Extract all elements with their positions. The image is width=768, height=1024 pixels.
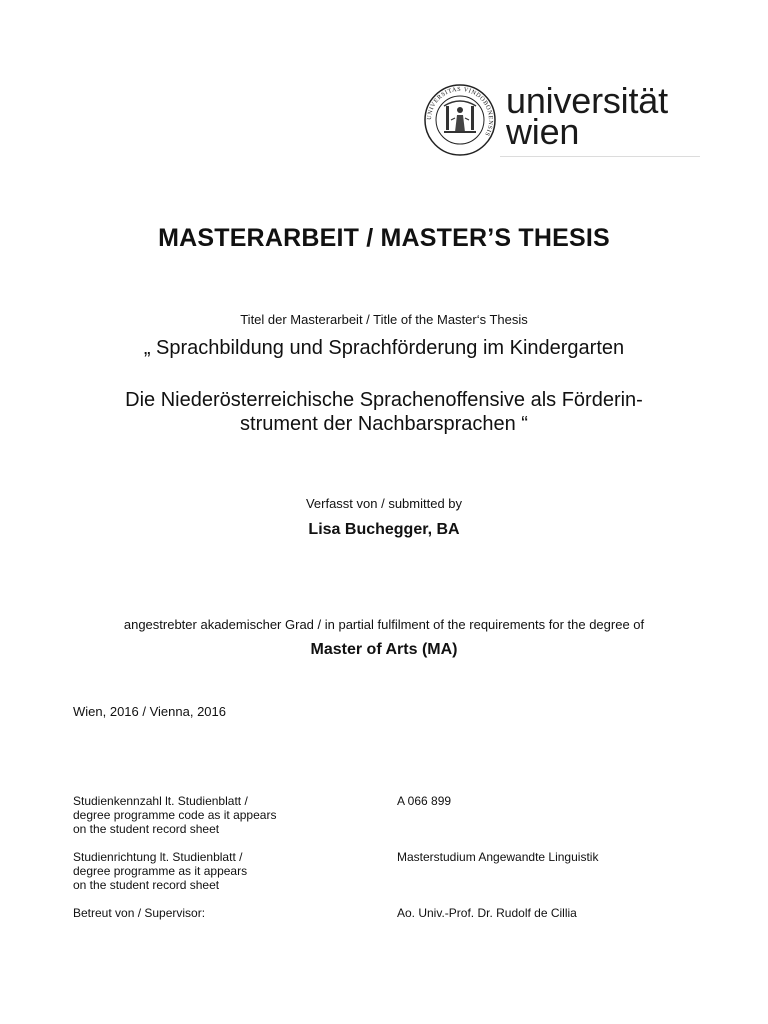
university-wordmark bbox=[506, 80, 668, 152]
label-line: Studienrichtung lt. Studienblatt / bbox=[73, 850, 243, 864]
label-line: Betreut von / Supervisor: bbox=[73, 906, 206, 920]
label-line: on the student record sheet bbox=[73, 878, 220, 892]
supervisor-label bbox=[73, 906, 373, 920]
label-line: on the student record sheet bbox=[73, 822, 220, 836]
university-logo bbox=[424, 80, 700, 160]
thesis-subtitle-line-1: Die Niederösterreichische Sprachenoffensive als Förderin- bbox=[125, 389, 643, 411]
wordmark-line-1: universität bbox=[506, 80, 668, 121]
author-caption: Verfasst von / submitted by bbox=[305, 496, 463, 511]
logo-underline bbox=[500, 156, 700, 157]
programme-code-value: A 066 899 bbox=[397, 794, 452, 808]
programme-code-label bbox=[73, 794, 373, 836]
programme-label bbox=[73, 850, 373, 892]
author-name: Lisa Buchegger, BA bbox=[308, 521, 460, 538]
thesis-subtitle-line-2: strument der Nachbarsprachen “ bbox=[240, 413, 528, 435]
thesis-title: „ Sprachbildung und Sprachförderung im Kindergarten bbox=[143, 337, 625, 359]
wordmark-line-2: wien bbox=[506, 111, 580, 152]
degree-caption: angestrebter akademischer Grad / in partial fulfilment of the requirements for the degree of bbox=[123, 617, 645, 632]
university-seal-icon bbox=[424, 84, 496, 156]
thesis-heading: MASTERARBEIT / MASTER’S THESIS bbox=[158, 224, 610, 252]
supervisor-value: Ao. Univ.-Prof. Dr. Rudolf de Cillia bbox=[397, 906, 577, 920]
label-line: degree programme as it appears bbox=[73, 864, 248, 878]
seal-text: UNIVERSITAS VINDOBONENSIS bbox=[425, 85, 495, 138]
label-line: Studienkennzahl lt. Studienblatt / bbox=[73, 794, 248, 808]
place-date: Wien, 2016 / Vienna, 2016 bbox=[73, 704, 226, 719]
label-line: degree programme code as it appears bbox=[73, 808, 277, 822]
degree-name: Master of Arts (MA) bbox=[310, 641, 458, 658]
title-caption: Titel der Masterarbeit / Title of the Master‘s Thesis bbox=[240, 312, 528, 327]
programme-value: Masterstudium Angewandte Linguistik bbox=[397, 850, 599, 864]
